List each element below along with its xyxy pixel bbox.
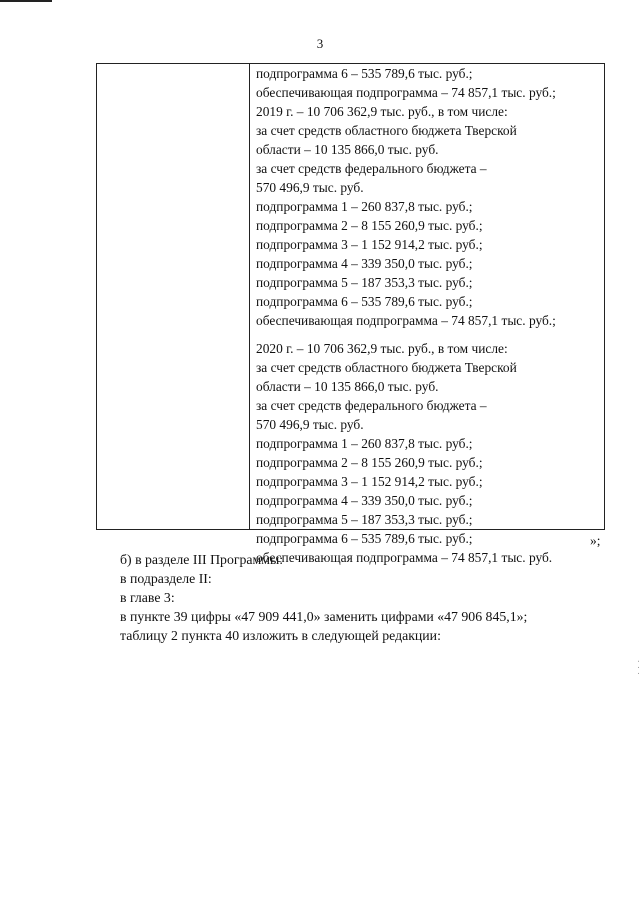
amendment-line: б) в разделе III Программы:: [120, 552, 284, 567]
amendment-line: таблицу 2 пункта 40 изложить в следующей редакции:: [120, 628, 441, 643]
funding-line: подпрограмма 1 – 260 837,8 тыс. руб.;: [256, 199, 473, 214]
funding-line: области – 10 135 866,0 тыс. руб.: [256, 142, 439, 157]
amendment-line: в главе 3:: [120, 590, 175, 605]
blank-line: [256, 330, 601, 339]
funding-line: обеспечивающая подпрограмма – 74 857,1 тыс. руб.;: [256, 85, 556, 100]
funding-line: подпрограмма 4 – 339 350,0 тыс. руб.;: [256, 493, 473, 508]
amendment-text: [120, 550, 600, 645]
funding-line: обеспечивающая подпрограмма – 74 857,1 тыс. руб.: [256, 550, 553, 565]
amendment-line: в пункте 39 цифры «47 909 441,0» заменить цифрами «47 906 845,1»;: [120, 609, 528, 624]
funding-line: за счет средств федерального бюджета –: [256, 161, 487, 176]
table-column-divider: [249, 63, 250, 530]
funding-line: 2020 г. – 10 706 362,9 тыс. руб., в том числе:: [256, 341, 508, 356]
funding-line: области – 10 135 866,0 тыс. руб.: [256, 379, 439, 394]
funding-line: подпрограмма 6 – 535 789,6 тыс. руб.;: [256, 66, 473, 81]
funding-line: подпрограмма 5 – 187 353,3 тыс. руб.;: [256, 275, 473, 290]
funding-line: обеспечивающая подпрограмма – 74 857,1 тыс. руб.;: [256, 313, 556, 328]
funding-line: подпрограмма 4 – 339 350,0 тыс. руб.;: [256, 256, 473, 271]
scan-edge-mark: [0, 0, 52, 2]
funding-line: подпрограмма 1 – 260 837,8 тыс. руб.;: [256, 436, 473, 451]
funding-line: подпрограмма 6 – 535 789,6 тыс. руб.;: [256, 294, 473, 309]
amendment-line: в подразделе II:: [120, 571, 212, 586]
funding-line: подпрограмма 3 – 1 152 914,2 тыс. руб.;: [256, 237, 483, 252]
funding-line: за счет средств федерального бюджета –: [256, 398, 487, 413]
page-number: 3: [316, 36, 324, 51]
funding-line: за счет средств областного бюджета Тверской: [256, 123, 517, 138]
funding-line: за счет средств областного бюджета Тверской: [256, 360, 517, 375]
funding-line: подпрограмма 3 – 1 152 914,2 тыс. руб.;: [256, 474, 483, 489]
funding-line: 570 496,9 тыс. руб.: [256, 417, 364, 432]
funding-line: подпрограмма 2 – 8 155 260,9 тыс. руб.;: [256, 218, 483, 233]
scan-edge-marks: · · ·: [634, 660, 642, 676]
funding-line: подпрограмма 5 – 187 353,3 тыс. руб.;: [256, 512, 473, 527]
closing-quote-mark: »;: [590, 533, 601, 548]
funding-line: подпрограмма 2 – 8 155 260,9 тыс. руб.;: [256, 455, 483, 470]
table-cell-funding-text: [256, 64, 601, 567]
funding-line: 2019 г. – 10 706 362,9 тыс. руб., в том числе:: [256, 104, 508, 119]
funding-line: 570 496,9 тыс. руб.: [256, 180, 364, 195]
funding-line: подпрограмма 6 – 535 789,6 тыс. руб.;: [256, 531, 473, 546]
